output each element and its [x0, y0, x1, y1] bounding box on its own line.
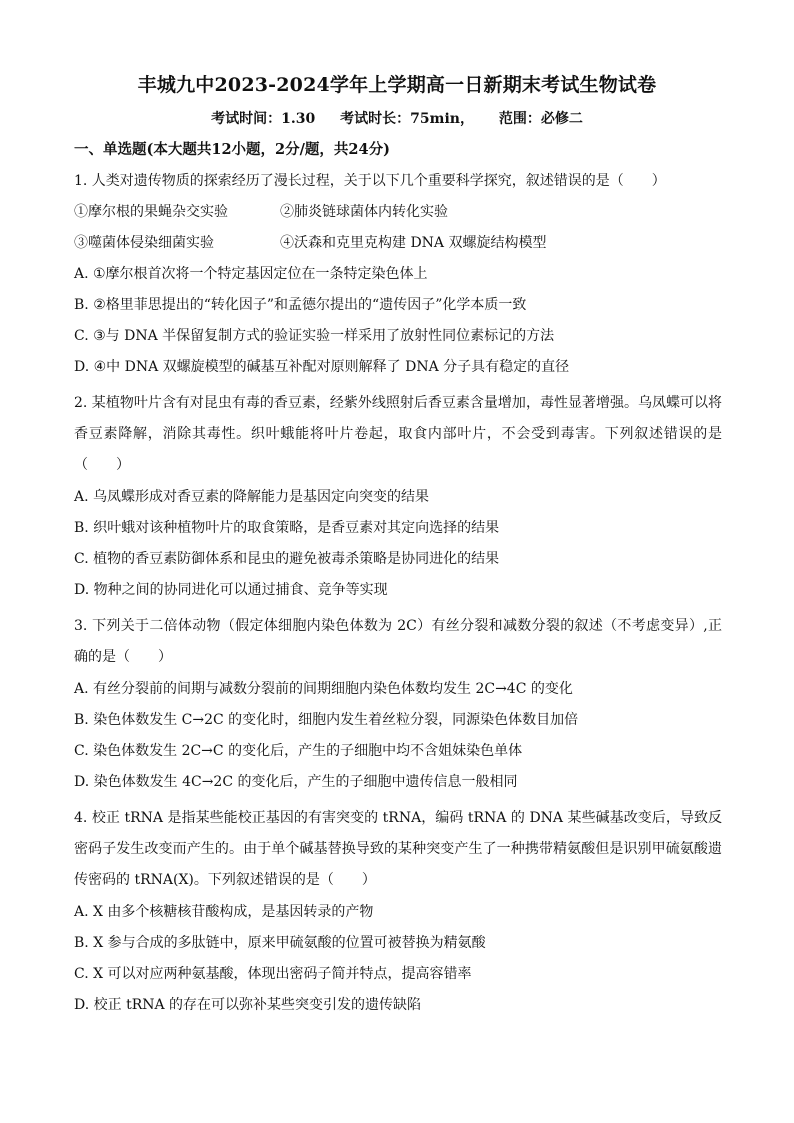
question-stem: 1. 人类对遗传物质的探索经历了漫长过程，关于以下几个重要科学探究，叙述错误的是（ ）	[74, 173, 666, 189]
option-a: A. 乌凤蝶形成对香豆素的降解能力是基因定向突变的结果	[74, 489, 430, 505]
section-heading: 一、单选题(本大题共12小题，2分/题，共24分)	[74, 141, 390, 158]
option-b: B. ②格里菲思提出的“转化因子”和孟德尔提出的“遗传因子”化学本质一致	[74, 297, 527, 313]
option-c: C. X 可以对应两种氨基酸，体现出密码子简并特点，提高容错率	[74, 966, 472, 982]
exam-content	[74, 140, 722, 1026]
question-1	[74, 171, 722, 377]
option-c: C. ③与 DNA 半保留复制方式的验证实验一样采用了放射性同位素标记的方法	[74, 328, 555, 344]
page-title: 丰城九中2023-2024学年上学期高一日新期末考试生物试卷	[137, 74, 657, 96]
option-c: C. 染色体数发生 2C→C 的变化后，产生的子细胞中均不含姐妹染色单体	[74, 743, 523, 759]
exam-info	[0, 108, 794, 128]
option-b: B. 织叶蛾对该种植物叶片的取食策略，是香豆素对其定向选择的结果	[74, 520, 500, 536]
exam-time: 考试时间：1.30	[211, 111, 316, 127]
question-stem: 2. 某植物叶片含有对昆虫有毒的香豆素，经紫外线照射后香豆素含量增加，毒性显著增强。乌凤蝶可以将香豆素降解，消除其毒性。织叶蛾能将叶片卷起，取食内部叶片，不会受到毒害。下列叙述错误的是（ ）	[74, 395, 722, 473]
option-d: D. ④中 DNA 双螺旋模型的碱基互补配对原则解释了 DNA 分子具有稳定的直径	[74, 359, 570, 375]
question-item: ④沃森和克里克构建 DNA 双螺旋结构模型	[280, 235, 547, 251]
option-d: D. 染色体数发生 4C→2C 的变化后，产生的子细胞中遗传信息一般相同	[74, 774, 518, 790]
question-3	[74, 611, 722, 792]
question-item: ③噬菌体侵染细菌实验	[74, 235, 214, 251]
option-a: A. X 由多个核糖核苷酸构成，是基因转录的产物	[74, 904, 374, 920]
question-stem: 4. 校正 tRNA 是指某些能校正基因的有害突变的 tRNA，编码 tRNA 的 DNA 某些碱基改变后，导致反密码子发生改变而产生的。由于单个碱基替换导致的某种突变产生了一种携带精氨酸但是识别甲硫氨酸遗传密码的 tRNA(X)。下列叙述错误的是（ ）	[74, 810, 722, 888]
exam-scope: 范围：必修二	[498, 111, 583, 127]
option-c: C. 植物的香豆素防御体系和昆虫的避免被毒杀策略是协同进化的结果	[74, 551, 500, 567]
question-item: ②肺炎链球菌体内转化实验	[280, 204, 448, 220]
option-a: A. 有丝分裂前的间期与减数分裂前的间期细胞内染色体数均发生 2C→4C 的变化	[74, 681, 573, 697]
question-4	[74, 803, 722, 1015]
question-items-row	[74, 202, 722, 222]
question-stem: 3. 下列关于二倍体动物（假定体细胞内染色体数为 2C）有丝分裂和减数分裂的叙述（不考虑变异）,正确的是（ ）	[74, 618, 722, 665]
question-items-row	[74, 233, 722, 253]
option-a: A. ①摩尔根首次将一个特定基因定位在一条特定染色体上	[74, 266, 428, 282]
question-item: ①摩尔根的果蝇杂交实验	[74, 204, 228, 220]
question-2	[74, 388, 722, 600]
option-b: B. 染色体数发生 C→2C 的变化时，细胞内发生着丝粒分裂，同源染色体数目加倍	[74, 712, 579, 728]
option-d: D. 物种之间的协同进化可以通过捕食、竞争等实现	[74, 582, 388, 598]
option-d: D. 校正 tRNA 的存在可以弥补某些突变引发的遗传缺陷	[74, 997, 422, 1013]
exam-duration: 考试时长：75min，	[340, 111, 474, 127]
option-b: B. X 参与合成的多肽链中，原来甲硫氨酸的位置可被替换为精氨酸	[74, 935, 486, 951]
